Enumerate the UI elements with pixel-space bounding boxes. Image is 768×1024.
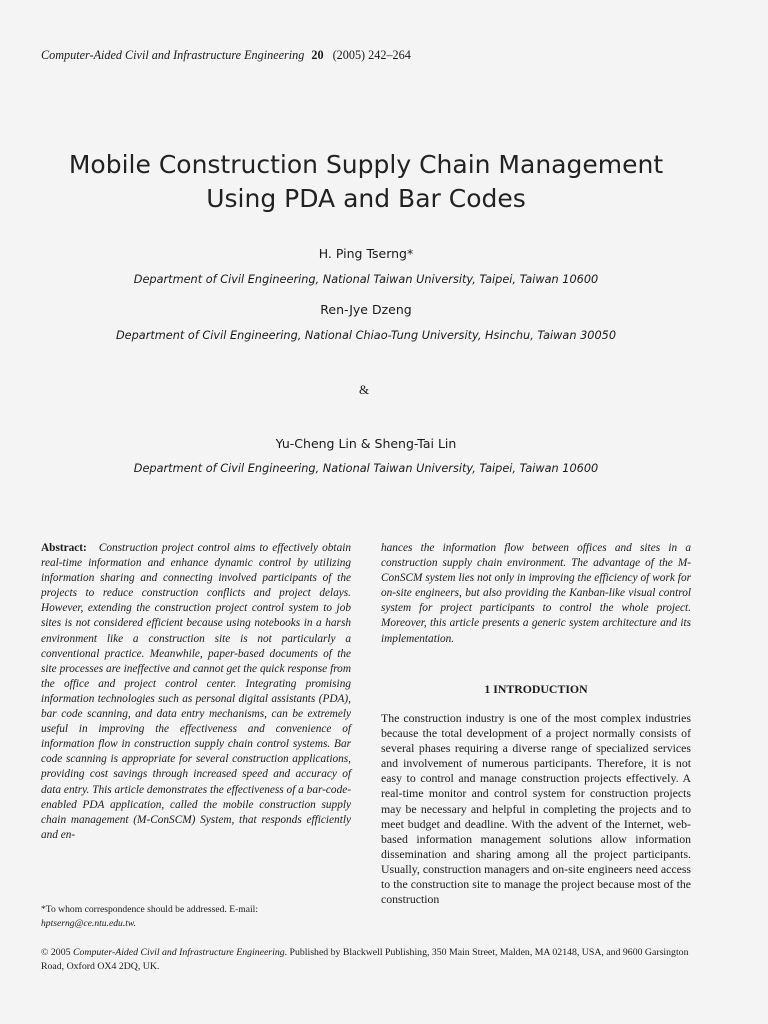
abstract-right-column [381,541,691,647]
copyright-notice [41,946,701,974]
abstract-text-left: Construction project control aims to effectively obtain real-time information and enhance dynamic control by utilizing information sharing and connecting involved participants of the projects to reduce construction conflicts and project delays. However, extending the construction project control system to job sites is not considered efficient because using notebooks in a harsh environment like a construction site is not particularly a conventional practice. Meanwhile, paper-based documents of the site processes are ineffective and cannot get the quick response from the office and project control center. Integrating promising information technologies such as personal digital assistants (PDA), bar code scanning, and data entry mechanisms, can be extremely useful in improving the effectiveness and convenience of information flow in construction supply chain control systems. Bar code scanning is appropriate for several construction applications, providing cost savings through increased speed and accuracy of data entry. This article demonstrates the effectiveness of a bar-code-enabled PDA application, called the mobile construction supply chain management (M-ConSCM) System, that responds efficiently and en- [41,542,351,841]
author-3: Yu-Cheng Lin & Sheng-Tai Lin [275,436,457,451]
affiliation-1: Department of Civil Engineering, National Taiwan University, Taipei, Taiwan 10600 [133,273,599,286]
section-heading: 1 INTRODUCTION [484,682,588,696]
affiliation-2: Department of Civil Engineering, National Chiao-Tung University, Hsinchu, Taiwan 30050 [115,329,617,342]
title-line-1: Mobile Construction Supply Chain Management [68,150,664,179]
paper-title [0,148,732,216]
journal-header [41,48,411,63]
abstract-text-right: hances the information flow between offices and sites in a construction supply chain environment. The advantage of the M-ConSCM system lies not only in improving the efficiency of work for on-site engineers, but also providing the Kanban-like visual control system for project participants to control the whole project. Moreover, this article presents a generic system architecture and its implementation. [381,542,691,645]
journal-volume: 20 [311,48,324,62]
abstract-left-column [41,541,351,843]
footnote-text: *To whom correspondence should be addressed. E-mail: [41,904,258,915]
author-1: H. Ping Tserng* [318,246,414,261]
copyright-year: 2005 [50,947,71,958]
author-2: Ren-Jye Dzeng [320,302,412,317]
copyright-journal: Computer-Aided Civil and Infrastructure Engineering [72,947,285,958]
journal-name: Computer-Aided Civil and Infrastructure Engineering [41,48,305,62]
ampersand: & [359,382,370,397]
copyright-symbol: © [41,947,49,958]
footnote-email: hptserng@ce.ntu.edu.tw. [41,917,136,929]
affiliation-3: Department of Civil Engineering, National Taiwan University, Taipei, Taiwan 10600 [133,462,599,475]
footnote [41,903,351,930]
abstract-label: Abstract: [41,542,87,554]
introduction-text: The construction industry is one of the most complex industries because the total development of a project normally consists of several phases requiring a diverse range of specialized services and involvement of numerous participants. Therefore, it is not easy to control and manage construction projects effectively. A real-time monitor and control system for construction projects may be necessary and helpful in completing the projects and to meet budget and deadline. With the advent of the Internet, web-based information management solutions allow information dissemination and sharing among all the project participants. Usually, construction managers and on-site engineers need access to the construction site to manage the project because most of the construction [381,711,691,907]
title-line-2: Using PDA and Bar Codes [206,184,526,213]
copyright-text: . Published by Blackwell Publishing, 350 Main Street, Malden, MA 02148, USA, and 9600 Garsington Road, Oxford OX4 2DQ, UK. [41,947,689,972]
journal-year-pages: (2005) 242–264 [332,48,411,62]
